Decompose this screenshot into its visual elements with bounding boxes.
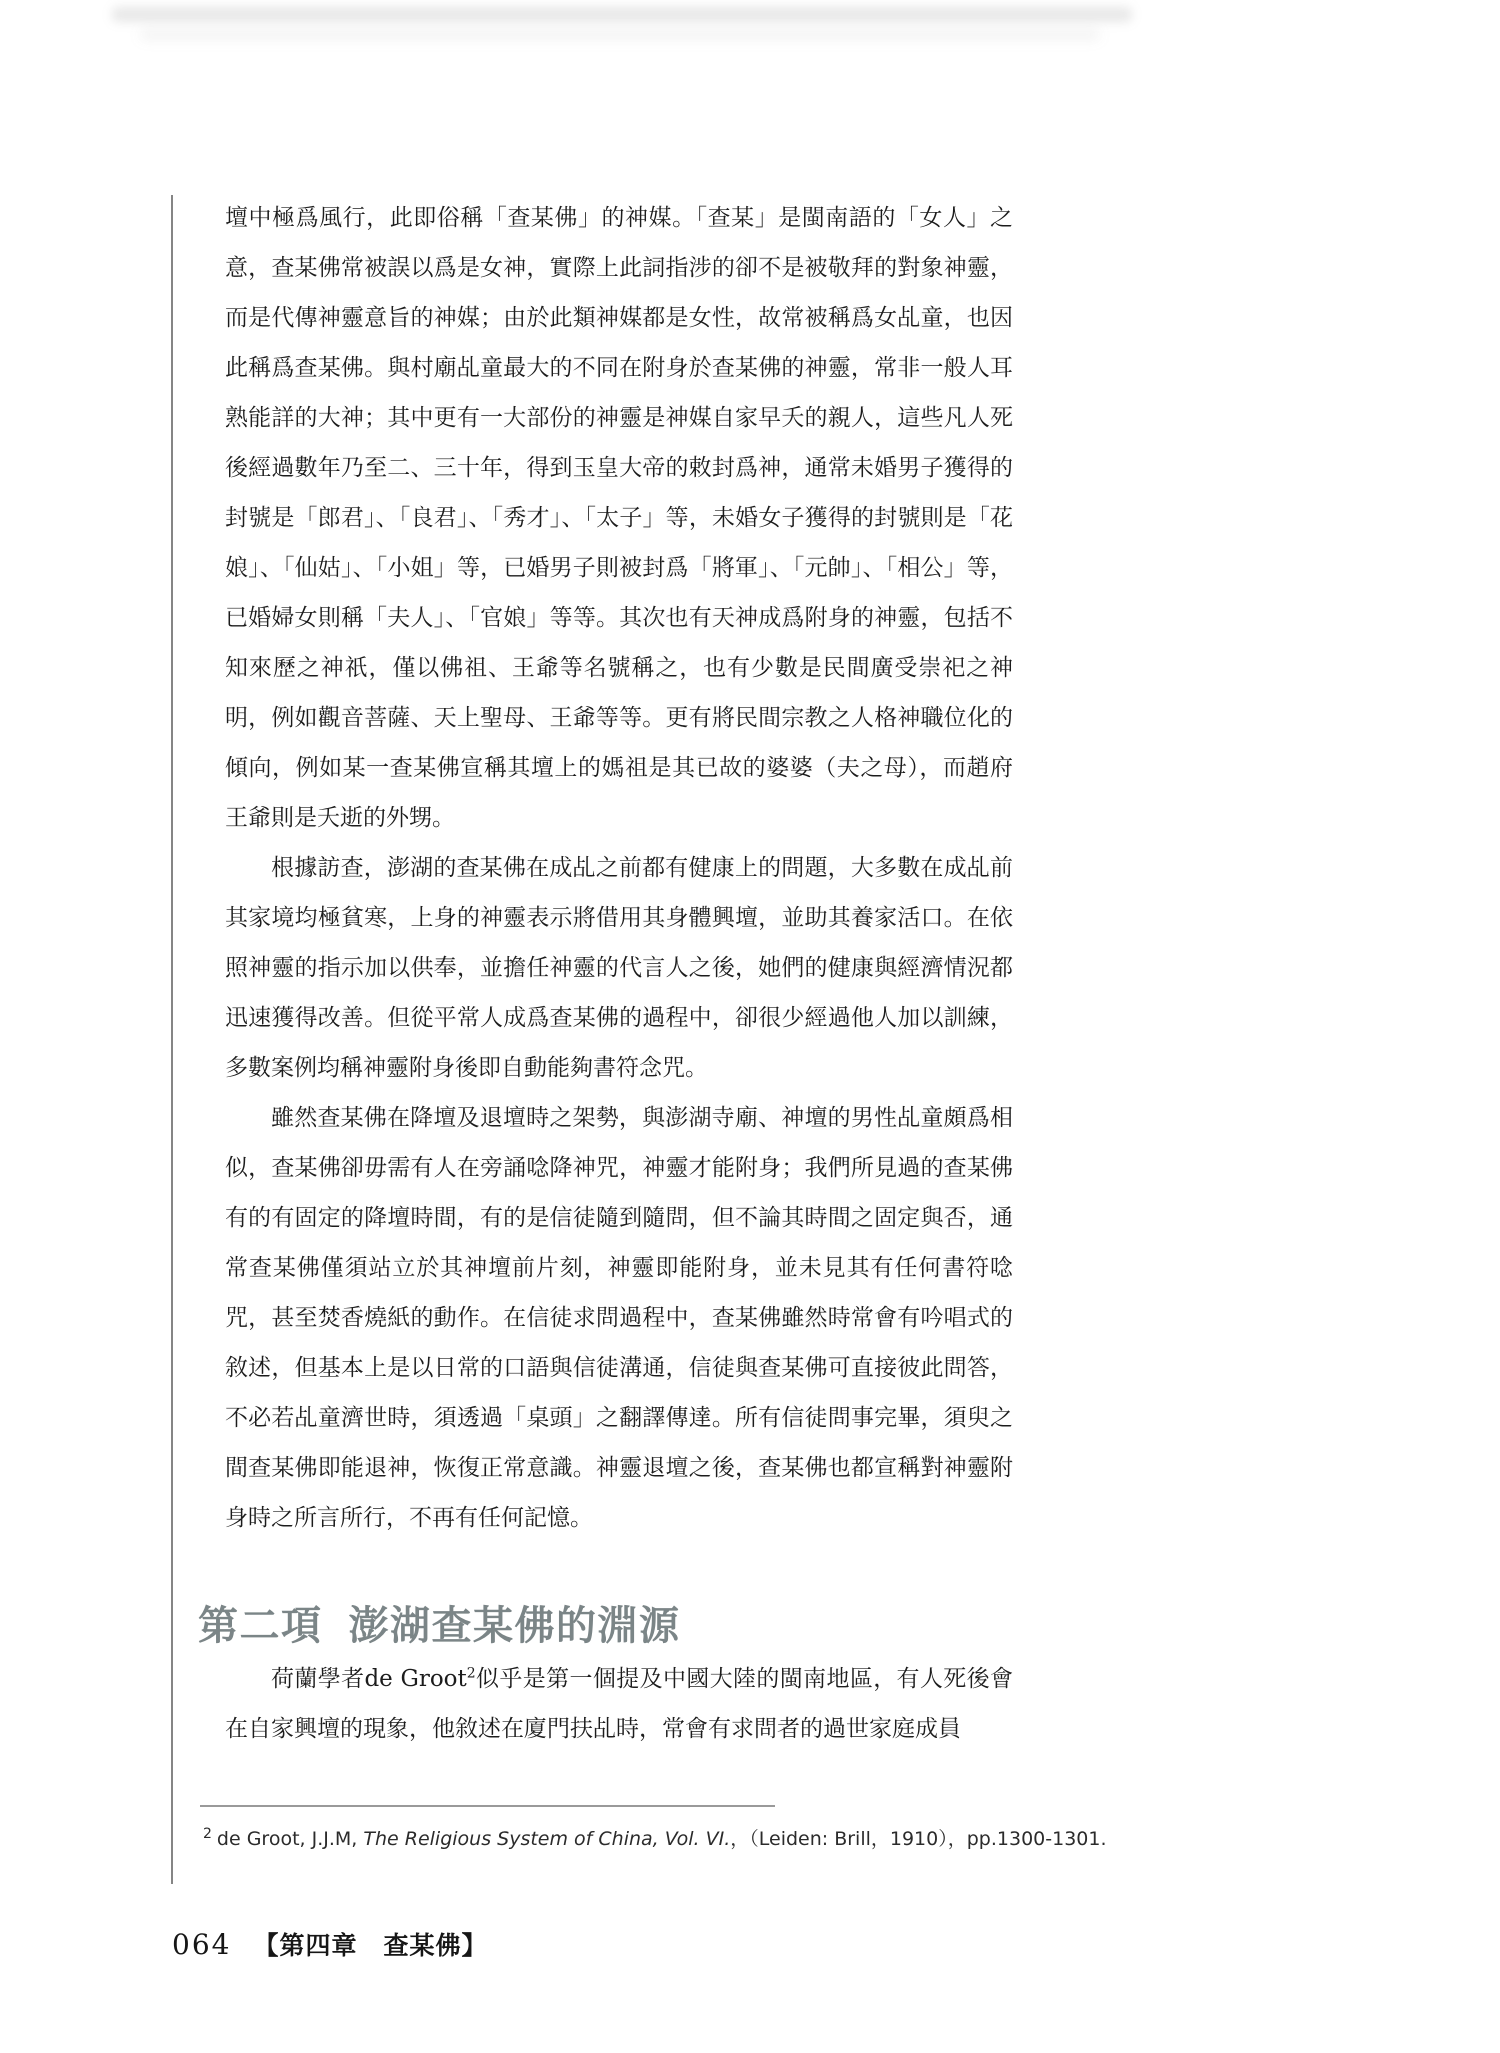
footnote-reference: 2 <box>466 1665 476 1682</box>
body-text-block <box>225 193 1013 1543</box>
paragraph-text: 似乎是第一個提及中國大陸的閩南地區，有人死後會在自家興壇的現象，他敘述在廈門扶乩時，常會有求問者的過世家庭成員 <box>225 1666 1014 1742</box>
page-footer <box>172 1926 487 1962</box>
page-showthrough-smudge <box>140 29 1100 40</box>
paragraph: 根據訪查，澎湖的查某佛在成乩之前都有健康上的問題，大多數在成乩前其家境均極貧寒，上身的神靈表示將借用其身體興壇，並助其養家活口。在依照神靈的指示加以供奉，並擔任神靈的代言人之後，她們的健康與經濟情況都迅速獲得改善。但從平常人成爲查某佛的過程中，卻很少經過他人加以訓練，多數案例均稱神靈附身後即自動能夠書符念咒。 <box>225 855 1013 1081</box>
page-number: 064 <box>172 1928 232 1961</box>
footnote <box>203 1826 1303 1853</box>
section-heading <box>198 1598 681 1654</box>
footnote-book-title: The Religious System of China, Vol. VI. <box>363 1828 731 1850</box>
page-showthrough-smudge <box>112 7 1132 22</box>
footnote-marker: 2 <box>203 1825 212 1842</box>
paragraph: 壇中極爲風行，此即俗稱「查某佛」的神媒。「查某」是閩南語的「女人」之意，查某佛常被誤以爲是女神，實際上此詞指涉的卻不是被敬拜的對象神靈，而是代傳神靈意旨的神媒；由於此類神媒都是女性，故常被稱爲女乩童，也因此稱爲查某佛。與村廟乩童最大的不同在附身於查某佛的神靈，常非一般人耳熟能詳的大神；其中更有一大部份的神靈是神媒自家早夭的親人，這些凡人死後經過數年乃至二、三十年，得到玉皇大帝的敕封爲神，通常未婚男子獲得的封號是「郎君」、「良君」、「秀才」、「太子」等，未婚女子獲得的封號則是「花娘」、「仙姑」、「小姐」等，已婚男子則被封爲「將軍」、「元帥」、「相公」等，已婚婦女則稱「夫人」、「官娘」等等。其次也有天神成爲附身的神靈，包括不知來歷之神祇，僅以佛祖、王爺等名號稱之，也有少數是民間廣受崇祀之神明，例如觀音菩薩、天上聖母、王爺等等。更有將民間宗教之人格神職位化的傾向，例如某一查某佛宣稱其壇上的媽祖是其已故的婆婆（夫之母），而趙府王爺則是夭逝的外甥。 <box>225 205 1013 831</box>
chapter-label: 【第四章 查某佛】 <box>253 1931 488 1960</box>
section-title: 澎湖查某佛的淵源 <box>348 1603 681 1649</box>
section-number: 第二項 <box>198 1603 323 1649</box>
footnote-citation: ，（Leiden: Brill，1910），pp.1300-1301. <box>730 1828 1107 1850</box>
paragraph-text: 荷蘭學者de Groot <box>271 1666 467 1692</box>
margin-rule <box>171 195 173 1884</box>
footnote-citation: de Groot, J.J.M, <box>216 1828 364 1850</box>
paragraph <box>225 1654 1013 1754</box>
paragraph: 雖然查某佛在降壇及退壇時之架勢，與澎湖寺廟、神壇的男性乩童頗爲相似，查某佛卻毋需有人在旁誦唸降神咒，神靈才能附身；我們所見過的查某佛有的有固定的降壇時間，有的是信徒隨到隨問，但不論其時間之固定與否，通常查某佛僅須站立於其神壇前片刻，神靈即能附身，並未見其有任何書符唸咒，甚至焚香燒紙的動作。在信徒求問過程中，查某佛雖然時常會有吟唱式的敘述，但基本上是以日常的口語與信徒溝通，信徒與查某佛可直接彼此問答，不必若乩童濟世時，須透過「桌頭」之翻譯傳達。所有信徒問事完畢，須臾之間查某佛即能退神，恢復正常意識。神靈退壇之後，查某佛也都宣稱對神靈附身時之所言所行，不再有任何記憶。 <box>225 1105 1013 1531</box>
footnote-divider <box>200 1805 775 1807</box>
